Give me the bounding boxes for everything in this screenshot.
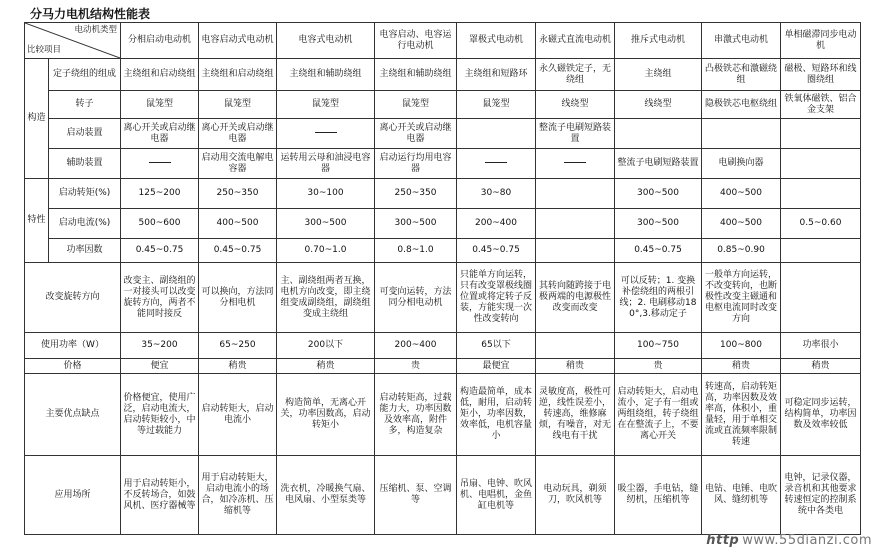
table-cell: 永久磁铁定子，无绕组 [536,59,615,91]
row-label: 使用功率（W） [25,333,121,359]
row-label: 辅助装置 [49,149,121,179]
row-label: 价格 [25,359,121,374]
table-cell: 300~500 [375,209,457,239]
table-cell: 电刷换向器 [702,149,781,179]
table-cell: 线绕型 [536,91,615,119]
table-cell: 离心开关或启动继电器 [199,119,277,149]
table-cell: 主绕组 [615,59,702,91]
row-label: 启动转矩(%) [49,179,121,209]
table-cell: 磁极、短路环和线圈绕组 [781,59,861,91]
table-cell: 启动转矩大，启动电流小 [199,374,277,456]
table-cell: 250~350 [199,179,277,209]
table-cell: 200以下 [277,333,375,359]
row-label: 主要优点缺点 [25,374,121,456]
table-cell: 启动用交流电解电容器 [199,149,277,179]
table-cell: 0.5~0.60 [781,209,861,239]
section-label-structure: 构造 [25,59,49,179]
table-cell: 整流子电刷短路装置 [615,149,702,179]
table-cell: 0.45~0.75 [615,239,702,263]
table-cell: 启动转矩高，过载能力大，功率因数及效率高，附件多，构造复杂 [375,374,457,456]
table-cell: 400~500 [702,179,781,209]
table-cell: 压缩机、泵、空调等 [375,456,457,535]
col-header: 电容启动、电容运行电动机 [375,23,457,59]
table-cell: 30~100 [277,179,375,209]
table-cell: 稍贵 [536,359,615,374]
table-cell: 0.45~0.75 [199,239,277,263]
table-row [25,456,861,535]
table-cell: 250~350 [375,179,457,209]
table-cell: 只能单方向运转，只有改变罩极线圈位置或将定转子反装，方能实现一次性改变转向 [457,263,536,333]
table-row [25,91,861,119]
table-cell: 转速高，启动转矩高，功率因数及效率高，体积小，重量轻，用于单相交流或直流频率限制转速 [702,374,781,456]
table-cell: 铁氧体磁铁、铝合金支架 [781,91,861,119]
table-cell: 鼠笼型 [121,91,199,119]
table-cell [702,119,781,149]
row-label: 转子 [49,91,121,119]
table-row [25,179,861,209]
table-row [25,359,861,374]
empty-dash [485,162,507,163]
table-cell: 300~500 [277,209,375,239]
table-cell [457,119,536,149]
table-cell: 65以下 [457,333,536,359]
table-row [25,149,861,179]
table-cell [781,179,861,209]
table-cell: 离心开关或启动继电器 [121,119,199,149]
table-cell: 整流子电刷短路装置 [536,119,615,149]
table-cell [277,119,375,149]
spec-table [24,22,861,535]
corner-label-type: 电动机类型 [74,25,117,35]
table-row [25,333,861,359]
table-cell [536,239,615,263]
table-cell: 最便宜 [457,359,536,374]
table-cell: 稍贵 [781,359,861,374]
col-header: 串激式电动机 [702,23,781,59]
table-cell: 运转用云母和油浸电容器 [277,149,375,179]
table-cell: 鼠笼型 [375,91,457,119]
table-cell: 鼠笼型 [199,91,277,119]
table-cell [536,149,615,179]
watermark-mark: http [706,533,740,548]
table-cell: 构造最简单，成本低，耐用，启动转矩小，功率因数，效率低，电机容量小 [457,374,536,456]
table-cell: 吸尘器，手电钻，缝纫机，压缩机等 [615,456,702,535]
table-cell [121,149,199,179]
table-cell: 主、副绕组两者互换，电机方向改变，即主绕组变成副绕组，副绕组变成主绕组 [277,263,375,333]
col-header: 单相磁滞同步电动机 [781,23,861,59]
table-cell: 电钻、电锤、电吹风、缝纫机等 [702,456,781,535]
table-row [25,239,861,263]
corner-cell [25,23,121,59]
col-header: 电容启动式电动机 [199,23,277,59]
watermark-site: www.55dianzi.com [742,533,872,548]
table-cell: 构造简单，无离心开关，功率因数高，启动转矩小 [277,374,375,456]
table-cell [615,119,702,149]
table-cell: 200~400 [457,209,536,239]
table-cell: 贵 [615,359,702,374]
table-cell: 稍贵 [277,359,375,374]
table-cell: 200~400 [375,333,457,359]
table-cell: 便宜 [121,359,199,374]
table-row [25,374,861,456]
table-cell: 400~500 [199,209,277,239]
table-row [25,119,861,149]
table-cell: 125~200 [121,179,199,209]
table-cell: 可以换向，方法同分相电机 [199,263,277,333]
table-cell: 100~750 [615,333,702,359]
col-header: 推斥式电动机 [615,23,702,59]
table-cell: 改变主、副绕组的一对接头可以改变旋转方向，两者不能同时接反 [121,263,199,333]
table-cell: 启动转矩大，启动电流小，定子有一组或两组绕组，转子绕组在在整流子上，不要离心开关 [615,374,702,456]
table-cell: 400~500 [702,209,781,239]
page-title: 分马力电机结构性能表 [30,7,151,21]
row-label: 定子绕组的组成 [49,59,121,91]
header-row [25,23,861,59]
table-cell: 100~800 [702,333,781,359]
table-cell: 鼠笼型 [457,91,536,119]
table-cell: 洗衣机，冷暖换气扇、电风扇、小型泵类等 [277,456,375,535]
table-cell: 离心开关或启动继电器 [375,119,457,149]
table-cell: 其转向随跨接于电极两端的电源极性改变而改变 [536,263,615,333]
table-cell: 主绕组和辅助绕组 [277,59,375,91]
col-header: 永磁式直流电动机 [536,23,615,59]
row-label: 启动电流(%) [49,209,121,239]
table-cell: 0.45~0.75 [121,239,199,263]
table-cell: 鼠笼型 [277,91,375,119]
watermark [706,533,872,548]
table-cell: 35~200 [121,333,199,359]
table-cell [536,209,615,239]
table-cell [781,119,861,149]
table-row [25,209,861,239]
table-cell: 电动玩具，剃须刀，吹风机等 [536,456,615,535]
table-cell: 凸极铁芯和激磁绕组 [702,59,781,91]
table-row [25,263,861,333]
table-cell: 吊扇、电钟、吹风机、电唱机，金鱼缸电机等 [457,456,536,535]
section-label-feature: 特性 [25,179,49,263]
table-cell: 500~600 [121,209,199,239]
row-label: 改变旋转方向 [25,263,121,333]
table-cell: 用于启动转矩大，启动电流小的场合，如冷冻机、压缩机等 [199,456,277,535]
table-cell: 300~500 [615,209,702,239]
col-header: 分相启动电动机 [121,23,199,59]
table-cell: 稍贵 [702,359,781,374]
table-cell: 主绕组和辅助绕组 [375,59,457,91]
table-cell [536,179,615,209]
table-cell: 可变向运转，方法同分相电动机 [375,263,457,333]
table-cell: 稍贵 [199,359,277,374]
table-cell: 0.45~0.75 [457,239,536,263]
table-cell: 主绕组和启动绕组 [199,59,277,91]
table-cell: 灵敏度高，极性可逆，线性误差小，转速高，维修麻烦，有噪音，对无线电有干扰 [536,374,615,456]
table-cell [536,333,615,359]
row-label: 功率因数 [49,239,121,263]
table-cell [781,239,861,263]
table-cell: 电钟，记录仪器，录音机和其他要求转速恒定的控制系统中各类电 [781,456,861,535]
table-cell: 30~80 [457,179,536,209]
table-cell: 启动运行均用电容器 [375,149,457,179]
row-label: 启动装置 [49,119,121,149]
empty-dash [149,162,171,163]
table-cell: 贵 [375,359,457,374]
table-cell [781,149,861,179]
table-row [25,59,861,91]
table-cell: 线绕型 [615,91,702,119]
empty-dash [315,132,337,133]
col-header: 罩极式电动机 [457,23,536,59]
table-cell: 0.8~1.0 [375,239,457,263]
table-cell: 300~500 [615,179,702,209]
table-cell: 0.85~0.90 [702,239,781,263]
table-cell [781,263,861,333]
corner-label-item: 比较项目 [27,45,62,55]
table-cell: 65~250 [199,333,277,359]
table-cell [457,149,536,179]
table-cell: 0.70~1.0 [277,239,375,263]
empty-dash [564,162,586,163]
table-cell: 隐极铁芯电枢绕组 [702,91,781,119]
table-cell: 主绕组和短路环 [457,59,536,91]
table-cell: 主绕组和启动绕组 [121,59,199,91]
col-header: 电容式电动机 [277,23,375,59]
table-cell: 一般单方向运转，不改变转向，也断极性改变主磁通和电枢电流同时改变方向 [702,263,781,333]
table-cell: 功率很小 [781,333,861,359]
table-cell: 用于启动转矩小，不反转场合，如鼓风机、医疗器械等 [121,456,199,535]
row-label: 应用场所 [25,456,121,535]
table-cell: 价格便宜，使用广泛，启动电流大，启动转矩较小，中等过载能力 [121,374,199,456]
table-cell: 可稳定同步运转，结构简单，功率因数及效率较低 [781,374,861,456]
table-cell: 可以反转；1. 变换补偿绕组的两根引线；2. 电刷移动180°,3.移动定子 [615,263,702,333]
